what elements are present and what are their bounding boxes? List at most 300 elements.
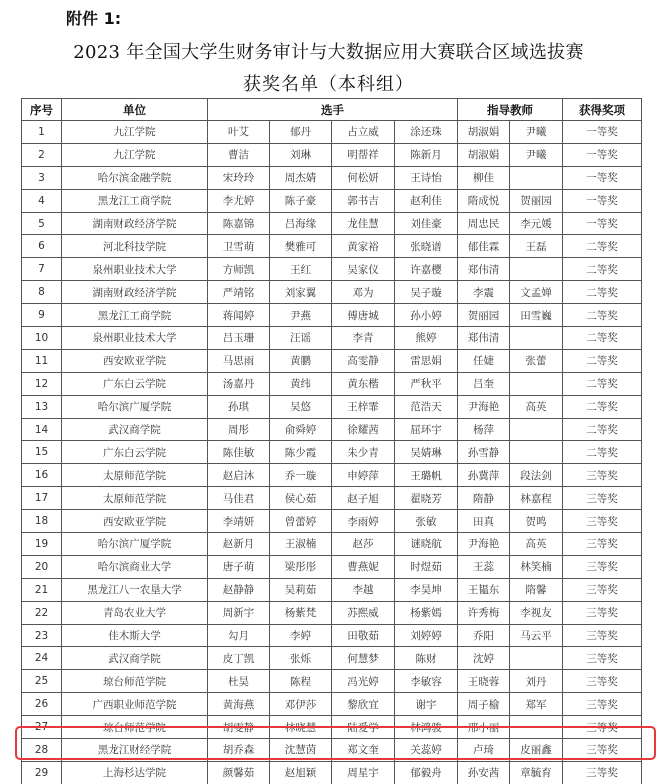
cell-teacher: 尹海艳	[458, 395, 510, 418]
cell-player: 吴悠	[270, 395, 332, 418]
cell-teacher: 隋成悦	[458, 189, 510, 212]
cell-award: 二等奖	[563, 304, 642, 327]
header-row	[22, 99, 642, 121]
cell-teacher: 贺丽园	[510, 189, 563, 212]
cell-teacher: 孙雪静	[458, 441, 510, 464]
cell-no: 11	[22, 349, 62, 372]
cell-unit: 佳木斯大学	[62, 624, 208, 647]
cell-player: 谢宇	[395, 693, 458, 716]
table-row	[22, 166, 642, 189]
cell-player: 陈程	[270, 670, 332, 693]
cell-teacher	[510, 418, 563, 441]
table-row	[22, 510, 642, 533]
table-row	[22, 327, 642, 350]
header-players: 选手	[208, 99, 458, 121]
cell-award: 二等奖	[563, 349, 642, 372]
cell-player: 张敏	[395, 510, 458, 533]
cell-no: 16	[22, 464, 62, 487]
cell-teacher: 李视友	[510, 601, 563, 624]
cell-teacher	[510, 258, 563, 281]
cell-player: 乔一璇	[270, 464, 332, 487]
cell-teacher	[510, 327, 563, 350]
cell-player: 田敬茹	[332, 624, 395, 647]
cell-award: 三等奖	[563, 555, 642, 578]
cell-no: 9	[22, 304, 62, 327]
cell-player: 李雨婷	[332, 510, 395, 533]
cell-unit: 湖南财政经济学院	[62, 212, 208, 235]
cell-award: 一等奖	[563, 166, 642, 189]
cell-no: 6	[22, 235, 62, 258]
cell-player: 马佳君	[208, 487, 270, 510]
cell-award: 二等奖	[563, 441, 642, 464]
cell-player: 明帮祥	[332, 143, 395, 166]
table-row	[22, 647, 642, 670]
cell-no: 17	[22, 487, 62, 510]
cell-player: 屈环宇	[395, 418, 458, 441]
cell-unit: 黑龙江财经学院	[62, 739, 208, 762]
cell-player: 黎欣宜	[332, 693, 395, 716]
cell-player: 胡雯静	[208, 716, 270, 739]
cell-player: 周彤	[208, 418, 270, 441]
table-row	[22, 624, 642, 647]
table-row	[22, 693, 642, 716]
cell-player: 高雯静	[332, 349, 395, 372]
cell-teacher: 周子榆	[458, 693, 510, 716]
cell-teacher: 高英	[510, 533, 563, 556]
cell-no: 23	[22, 624, 62, 647]
cell-player: 梁彤彤	[270, 555, 332, 578]
cell-unit: 河北科技学院	[62, 235, 208, 258]
cell-player: 雷思娟	[395, 349, 458, 372]
cell-player: 李越	[332, 578, 395, 601]
cell-teacher	[510, 166, 563, 189]
cell-player: 赵旭颖	[270, 761, 332, 784]
cell-unit: 广西职业师范学院	[62, 693, 208, 716]
cell-unit: 泉州职业技术大学	[62, 327, 208, 350]
cell-unit: 太原师范学院	[62, 487, 208, 510]
cell-player: 邓伊莎	[270, 693, 332, 716]
cell-player: 黄东楷	[332, 372, 395, 395]
table-row	[22, 601, 642, 624]
cell-teacher	[510, 441, 563, 464]
cell-award: 三等奖	[563, 716, 642, 739]
cell-award: 二等奖	[563, 395, 642, 418]
cell-player: 孙小婷	[395, 304, 458, 327]
cell-player: 赵启沐	[208, 464, 270, 487]
cell-player: 冯光婷	[332, 670, 395, 693]
cell-player: 李婷	[270, 624, 332, 647]
cell-player: 徐耀茜	[332, 418, 395, 441]
table-row	[22, 761, 642, 784]
cell-player: 龙佳慧	[332, 212, 395, 235]
cell-player: 汤嘉丹	[208, 372, 270, 395]
table-row	[22, 349, 642, 372]
cell-player: 吴莉茹	[270, 578, 332, 601]
table-row	[22, 739, 642, 762]
cell-player: 张晓谱	[395, 235, 458, 258]
cell-teacher: 贺丽园	[458, 304, 510, 327]
cell-award: 三等奖	[563, 510, 642, 533]
table-row	[22, 487, 642, 510]
table-row	[22, 121, 642, 144]
cell-player: 王淑楠	[270, 533, 332, 556]
cell-teacher: 田雪巍	[510, 304, 563, 327]
cell-player: 陈少霞	[270, 441, 332, 464]
cell-unit: 哈尔滨广厦学院	[62, 395, 208, 418]
cell-teacher: 郑军	[510, 693, 563, 716]
cell-player: 刘琳	[270, 143, 332, 166]
cell-player: 刘婷婷	[395, 624, 458, 647]
cell-player: 卫雪萌	[208, 235, 270, 258]
cell-teacher: 胡淑娟	[458, 143, 510, 166]
cell-player: 邓为	[332, 281, 395, 304]
cell-teacher: 李震	[458, 281, 510, 304]
cell-teacher: 胡淑娟	[458, 121, 510, 144]
cell-teacher: 隋静	[458, 487, 510, 510]
cell-player: 唐子萌	[208, 555, 270, 578]
cell-player: 郁毅舟	[395, 761, 458, 784]
cell-player: 黄纬	[270, 372, 332, 395]
cell-player: 陈子豪	[270, 189, 332, 212]
cell-no: 10	[22, 327, 62, 350]
cell-player: 涂还珠	[395, 121, 458, 144]
header-unit: 单位	[62, 99, 208, 121]
table-row	[22, 670, 642, 693]
table-row	[22, 395, 642, 418]
cell-player: 叶艾	[208, 121, 270, 144]
cell-player: 郁丹	[270, 121, 332, 144]
table-row	[22, 441, 642, 464]
cell-teacher: 杨萍	[458, 418, 510, 441]
cell-no: 8	[22, 281, 62, 304]
cell-award: 三等奖	[563, 578, 642, 601]
cell-teacher	[510, 716, 563, 739]
cell-award: 一等奖	[563, 143, 642, 166]
cell-player: 吕海缘	[270, 212, 332, 235]
table-row	[22, 578, 642, 601]
cell-player: 郭书吉	[332, 189, 395, 212]
cell-player: 杨紫梵	[270, 601, 332, 624]
cell-teacher: 尹海艳	[458, 533, 510, 556]
cell-teacher: 贺鸣	[510, 510, 563, 533]
cell-player: 朱少青	[332, 441, 395, 464]
cell-unit: 九江学院	[62, 143, 208, 166]
cell-teacher: 林笑楠	[510, 555, 563, 578]
cell-teacher: 郑伟清	[458, 327, 510, 350]
cell-player: 吕玉珊	[208, 327, 270, 350]
cell-no: 26	[22, 693, 62, 716]
award-table	[21, 98, 642, 784]
cell-player: 俞舜婷	[270, 418, 332, 441]
cell-player: 赵静静	[208, 578, 270, 601]
table-row	[22, 716, 642, 739]
cell-unit: 武汉商学院	[62, 418, 208, 441]
cell-player: 樊雅可	[270, 235, 332, 258]
cell-no: 29	[22, 761, 62, 784]
table-row	[22, 189, 642, 212]
cell-no: 25	[22, 670, 62, 693]
cell-teacher: 李元媛	[510, 212, 563, 235]
cell-unit: 西安欧亚学院	[62, 349, 208, 372]
cell-award: 一等奖	[563, 189, 642, 212]
cell-teacher: 吕奎	[458, 372, 510, 395]
cell-teacher: 隋馨	[510, 578, 563, 601]
cell-award: 三等奖	[563, 487, 642, 510]
cell-unit: 西安欧亚学院	[62, 510, 208, 533]
cell-award: 三等奖	[563, 761, 642, 784]
cell-player: 吴婧琳	[395, 441, 458, 464]
cell-no: 19	[22, 533, 62, 556]
cell-player: 严秋平	[395, 372, 458, 395]
cell-player: 张烁	[270, 647, 332, 670]
cell-player: 王璐帆	[395, 464, 458, 487]
cell-teacher: 王晓蓉	[458, 670, 510, 693]
cell-unit: 哈尔滨金融学院	[62, 166, 208, 189]
cell-unit: 黑龙江工商学院	[62, 189, 208, 212]
cell-teacher: 尹曦	[510, 143, 563, 166]
cell-no: 18	[22, 510, 62, 533]
cell-player: 吴子璇	[395, 281, 458, 304]
cell-player: 赵利佳	[395, 189, 458, 212]
cell-player: 刘家翼	[270, 281, 332, 304]
table-row	[22, 304, 642, 327]
cell-player: 胡乔森	[208, 739, 270, 762]
cell-player: 沈慧茵	[270, 739, 332, 762]
cell-player: 李青	[332, 327, 395, 350]
cell-player: 林鸿骏	[395, 716, 458, 739]
cell-player: 严靖铭	[208, 281, 270, 304]
table-row	[22, 235, 642, 258]
cell-teacher: 刘丹	[510, 670, 563, 693]
cell-player: 时煜茹	[395, 555, 458, 578]
cell-teacher: 章毓育	[510, 761, 563, 784]
cell-teacher: 段法剑	[510, 464, 563, 487]
cell-player: 宋玲玲	[208, 166, 270, 189]
cell-player: 方师凯	[208, 258, 270, 281]
cell-award: 三等奖	[563, 533, 642, 556]
table-row	[22, 533, 642, 556]
cell-teacher: 王磊	[510, 235, 563, 258]
table-row	[22, 258, 642, 281]
cell-teacher: 高英	[510, 395, 563, 418]
cell-teacher: 卢琦	[458, 739, 510, 762]
cell-player: 何松妍	[332, 166, 395, 189]
cell-unit: 黑龙江工商学院	[62, 304, 208, 327]
cell-teacher	[510, 372, 563, 395]
cell-no: 14	[22, 418, 62, 441]
cell-player: 王诗怡	[395, 166, 458, 189]
cell-unit: 琼台师范学院	[62, 716, 208, 739]
cell-no: 4	[22, 189, 62, 212]
cell-teacher: 林嘉程	[510, 487, 563, 510]
cell-no: 12	[22, 372, 62, 395]
cell-player: 赵莎	[332, 533, 395, 556]
table-row	[22, 418, 642, 441]
cell-teacher	[510, 647, 563, 670]
cell-player: 何慧梦	[332, 647, 395, 670]
cell-player: 陆爱学	[332, 716, 395, 739]
cell-player: 黄鹏	[270, 349, 332, 372]
cell-unit: 青岛农业大学	[62, 601, 208, 624]
cell-player: 马思雨	[208, 349, 270, 372]
table-row	[22, 372, 642, 395]
cell-player: 陈佳敏	[208, 441, 270, 464]
cell-teacher: 乔阳	[458, 624, 510, 647]
cell-no: 5	[22, 212, 62, 235]
header-teachers: 指导教师	[458, 99, 563, 121]
cell-player: 皮丁凯	[208, 647, 270, 670]
cell-player: 汪谣	[270, 327, 332, 350]
cell-award: 一等奖	[563, 212, 642, 235]
cell-award: 二等奖	[563, 281, 642, 304]
cell-unit: 哈尔滨广厦学院	[62, 533, 208, 556]
cell-player: 李尤婷	[208, 189, 270, 212]
cell-no: 7	[22, 258, 62, 281]
cell-no: 22	[22, 601, 62, 624]
cell-player: 周新宇	[208, 601, 270, 624]
cell-unit: 泉州职业技术大学	[62, 258, 208, 281]
table-row	[22, 281, 642, 304]
cell-teacher: 皮丽鑫	[510, 739, 563, 762]
cell-unit: 广东白云学院	[62, 372, 208, 395]
cell-no: 21	[22, 578, 62, 601]
table-row	[22, 464, 642, 487]
cell-player: 黄家裕	[332, 235, 395, 258]
cell-no: 28	[22, 739, 62, 762]
cell-no: 24	[22, 647, 62, 670]
cell-player: 占立威	[332, 121, 395, 144]
attachment-label: 附件 1:	[66, 9, 122, 28]
cell-no: 20	[22, 555, 62, 578]
table-body	[22, 121, 642, 784]
cell-player: 周星宇	[332, 761, 395, 784]
cell-player: 郑文奎	[332, 739, 395, 762]
cell-player: 王梓霏	[332, 395, 395, 418]
cell-teacher: 王蕊	[458, 555, 510, 578]
cell-teacher: 尹曦	[510, 121, 563, 144]
cell-award: 二等奖	[563, 235, 642, 258]
cell-teacher: 柳佳	[458, 166, 510, 189]
cell-player: 李靖妍	[208, 510, 270, 533]
cell-unit: 广东白云学院	[62, 441, 208, 464]
cell-teacher: 郑伟清	[458, 258, 510, 281]
header-no: 序号	[22, 99, 62, 121]
cell-award: 三等奖	[563, 464, 642, 487]
cell-unit: 武汉商学院	[62, 647, 208, 670]
cell-player: 赵子旭	[332, 487, 395, 510]
cell-award: 二等奖	[563, 372, 642, 395]
cell-player: 刘佳豪	[395, 212, 458, 235]
cell-player: 范浩天	[395, 395, 458, 418]
cell-teacher: 郁佳霖	[458, 235, 510, 258]
cell-award: 三等奖	[563, 670, 642, 693]
table-row	[22, 555, 642, 578]
cell-player: 傅唐城	[332, 304, 395, 327]
cell-award: 一等奖	[563, 121, 642, 144]
cell-player: 谜晓航	[395, 533, 458, 556]
cell-teacher: 文孟婵	[510, 281, 563, 304]
cell-teacher: 周忠民	[458, 212, 510, 235]
cell-player: 李昊坤	[395, 578, 458, 601]
cell-player: 曹燕妮	[332, 555, 395, 578]
cell-player: 陈新月	[395, 143, 458, 166]
cell-teacher: 张蕾	[510, 349, 563, 372]
cell-unit: 九江学院	[62, 121, 208, 144]
document-subtitle: 获奖名单（本科组）	[243, 74, 414, 95]
cell-teacher: 马云平	[510, 624, 563, 647]
cell-teacher: 王韫东	[458, 578, 510, 601]
cell-player: 林晓慧	[270, 716, 332, 739]
cell-player: 王红	[270, 258, 332, 281]
cell-player: 勾月	[208, 624, 270, 647]
cell-no: 13	[22, 395, 62, 418]
cell-award: 二等奖	[563, 327, 642, 350]
cell-player: 杜昊	[208, 670, 270, 693]
cell-player: 曹洁	[208, 143, 270, 166]
table-row	[22, 143, 642, 166]
cell-player: 吴家仪	[332, 258, 395, 281]
cell-player: 周杰婧	[270, 166, 332, 189]
cell-player: 陈财	[395, 647, 458, 670]
cell-no: 2	[22, 143, 62, 166]
cell-teacher: 孙安茜	[458, 761, 510, 784]
cell-player: 尹燕	[270, 304, 332, 327]
cell-teacher: 许秀梅	[458, 601, 510, 624]
cell-player: 颜馨茹	[208, 761, 270, 784]
cell-unit: 湖南财政经济学院	[62, 281, 208, 304]
cell-player: 陈嘉锦	[208, 212, 270, 235]
cell-unit: 琼台师范学院	[62, 670, 208, 693]
cell-player: 杨紫嫣	[395, 601, 458, 624]
cell-no: 3	[22, 166, 62, 189]
cell-award: 二等奖	[563, 258, 642, 281]
cell-teacher: 孙冀萍	[458, 464, 510, 487]
cell-player: 赵新月	[208, 533, 270, 556]
cell-player: 苏熙威	[332, 601, 395, 624]
cell-unit: 黑龙江八一农垦大学	[62, 578, 208, 601]
cell-player: 申婷萍	[332, 464, 395, 487]
cell-no: 15	[22, 441, 62, 464]
cell-unit: 哈尔滨商业大学	[62, 555, 208, 578]
cell-player: 孙琪	[208, 395, 270, 418]
cell-no: 27	[22, 716, 62, 739]
cell-player: 许嘉樱	[395, 258, 458, 281]
cell-no: 1	[22, 121, 62, 144]
cell-teacher: 沈婷	[458, 647, 510, 670]
cell-player: 侯心茹	[270, 487, 332, 510]
cell-unit: 上海杉达学院	[62, 761, 208, 784]
cell-player: 李敏容	[395, 670, 458, 693]
cell-award: 三等奖	[563, 647, 642, 670]
cell-award: 三等奖	[563, 693, 642, 716]
cell-award: 三等奖	[563, 601, 642, 624]
cell-award: 三等奖	[563, 739, 642, 762]
cell-award: 三等奖	[563, 624, 642, 647]
cell-player: 熊婷	[395, 327, 458, 350]
cell-player: 蒋闻婷	[208, 304, 270, 327]
table-row	[22, 212, 642, 235]
cell-teacher: 邢小丽	[458, 716, 510, 739]
cell-teacher: 田真	[458, 510, 510, 533]
cell-unit: 太原师范学院	[62, 464, 208, 487]
cell-player: 关蕊婷	[395, 739, 458, 762]
cell-player: 黄海燕	[208, 693, 270, 716]
cell-award: 二等奖	[563, 418, 642, 441]
cell-player: 翟晓芳	[395, 487, 458, 510]
header-award: 获得奖项	[563, 99, 642, 121]
cell-teacher: 任婕	[458, 349, 510, 372]
document-title: 2023 年全国大学生财务审计与大数据应用大赛联合区域选拔赛	[73, 42, 584, 63]
